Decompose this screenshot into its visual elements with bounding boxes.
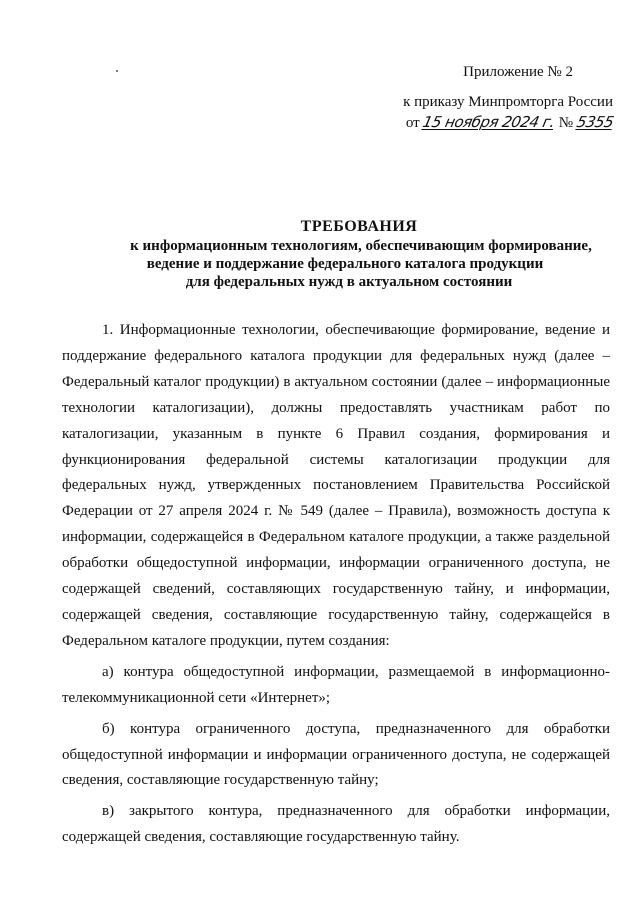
- document-body: [62, 318, 610, 851]
- handwritten-date: 15 ноября 2024 г.: [421, 113, 557, 131]
- appendix-header: [353, 62, 613, 133]
- title-line-2: ведение и поддержание федерального каталога продукции: [146, 256, 544, 272]
- title-line-3: для федеральных нужд в актуальном состоянии: [185, 274, 513, 290]
- paragraph-c: в) закрытого контура, предназначенного для обработки информации, содержащей сведения, составляющие государственную тайну.: [62, 803, 610, 846]
- paragraph-a: а) контура общедоступной информации, размещаемой в информационно-телекоммуникационной сети «Интернет»;: [62, 663, 610, 706]
- from-prefix: от: [405, 115, 420, 131]
- order-reference: к приказу Минпромторга России: [403, 94, 613, 110]
- title-heading: ТРЕБОВАНИЯ: [300, 218, 418, 235]
- order-date-number-line: [353, 112, 613, 133]
- title-line-1: к информационным технологиям, обеспечивающим формирование,: [130, 238, 592, 254]
- number-sign: №: [558, 115, 574, 131]
- scan-speck: [116, 70, 118, 72]
- paragraph-b: б) контура ограниченного доступа, предназначенного для обработки общедоступной информации и информации ограниченного доступа, не содержащей сведения, составляющие государственную тайну;: [62, 720, 610, 789]
- handwritten-order-number: 5355: [574, 113, 615, 131]
- appendix-label: Приложение № 2: [463, 64, 573, 80]
- document-title: [0, 218, 640, 291]
- paragraph-1: 1. Информационные технологии, обеспечивающие формирование, ведение и поддержание федерального каталога продукции для федеральных нужд (далее – Федеральный каталог продукции) в актуальном состоянии (далее – информационные технологии каталогизации), должны предоставлять участникам работ по каталогизации, указанным в пункте 6 Правил создания, формирования и функционирования федеральной системы каталогизации продукции для федеральных нужд, утвержденных постановлением Правительства Российской Федерации от 27 апреля 2024 г. № 549 (далее – Правила), возможность доступа к информации, содержащейся в Федеральном каталоге продукции, а также раздельной обработки общедоступной информации, информации ограниченного доступа, не содержащей сведений, составляющих государственную тайну, и информации, содержащей сведения, составляющие государственную тайну, содержащейся в Федеральном каталоге продукции, путем создания:: [62, 322, 610, 649]
